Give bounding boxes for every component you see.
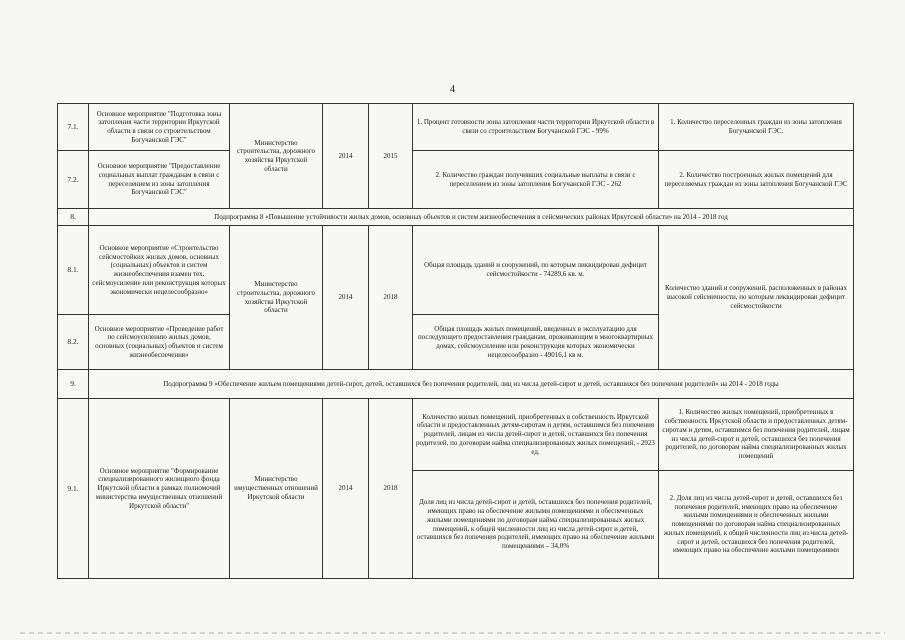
subprogram-title: Подпрограмма 8 «Повышение устойчивости жилых домов, основных объектов и систем жизнеобеспечения в сейсмических районах Иркутской области» на 2014 - 2018 год [89, 209, 854, 226]
executor-cell: Министерство имущественных отношений Иркутской области [230, 399, 323, 579]
row-number: 8.1. [58, 226, 89, 315]
row-number: 7.2. [58, 151, 89, 209]
end-year-cell: 2018 [369, 226, 413, 370]
start-year-cell: 2014 [323, 104, 369, 209]
result-cell: 2. Количество граждан получивших социальные выплаты в связи с переселением из зоны затопления Богучанской ГЭС - 262 [413, 151, 659, 209]
indicator-cell: 1. Количество жилых помещений, приобретенных в собственность Иркутской области и предоставленных детям-сиротам и детям, оставшимся без попечения родителей, лицам из числа детей-сирот и детей, оставшихся без попечения родителей, по договорам найма специализированных жилых помещений [659, 399, 854, 471]
row-number: 9. [58, 370, 89, 399]
result-cell: Доля лиц из числа детей-сирот и детей, оставшихся без попечения родителей, имеющих право на обеспечение жилыми помещениями и обеспеченных жилыми помещениями по договорам найма специализированных жилых помещений, к общей численности лиц из числа детей-сирот и детей, оставшихся без попечения родителей, имеющих право на обеспечение жилыми помещениями – 34,0% [413, 471, 659, 579]
row-number: 7.1. [58, 104, 89, 151]
activity-cell: Основное мероприятие «Строительство сейсмостойких жилых домов, основных (социальных) объектов и систем жизнеобеспечения взамен тех, сейсмоусиление или реконструкция которых экономически нецелесообразно» [89, 226, 230, 315]
row-number: 8.2. [58, 315, 89, 370]
page-number: 4 [450, 84, 455, 95]
activity-cell: Основное мероприятие "Подготовка зоны затопления части территории Иркутской области в связи со строительством Богучанской ГЭС" [89, 104, 230, 151]
result-cell: Общая площадь жилых помещений, введенных в эксплуатацию для последующего предоставления гражданам, проживающим в многоквартирных домах, сейсмоусиление или реконструкция которых экономически нецелесообразно - 49016,1 кв м. [413, 315, 659, 370]
result-cell: 1. Процент готовности зоны затопления части территории Иркутской области в связи со строительством Богучанской ГЭС - 99% [413, 104, 659, 151]
program-table [57, 103, 854, 579]
result-cell: Общая площадь зданий и сооружений, по которым ликвидирован дефицит сейсмостойкости - 74289,6 кв. м. [413, 226, 659, 315]
indicator-cell: 2. Количество построенных жилых помещений для переселяемых граждан из зоны затопления Богучанской ГЭС [659, 151, 854, 209]
activity-cell: Основное мероприятие «Проведение работ по сейсмоусилению жилых домов, основных (социальных) объектов и систем жизнеобеспечения» [89, 315, 230, 370]
start-year-cell: 2014 [323, 226, 369, 370]
end-year-cell: 2015 [369, 104, 413, 209]
start-year-cell: 2014 [323, 399, 369, 579]
table-row [58, 104, 854, 151]
subprogram-row [58, 209, 854, 226]
subprogram-row [58, 370, 854, 399]
activity-cell: Основное мероприятие "Формирование специализированного жилищного фонда Иркутской области в рамках полномочий министерства имущественных отношений Иркутской области" [89, 399, 230, 579]
end-year-cell: 2018 [369, 399, 413, 579]
table-row [58, 399, 854, 471]
executor-cell: Министерство строительства, дорожного хозяйства Иркутской области [230, 104, 323, 209]
indicator-cell: 1. Количество переселенных граждан из зоны затопления Богучанской ГЭС. [659, 104, 854, 151]
activity-cell: Основное мероприятие "Предоставление социальных выплат гражданам в связи с переселением из зоны затопления Богучанской ГЭС" [89, 151, 230, 209]
row-number: 8. [58, 209, 89, 226]
scan-artifact [20, 632, 885, 634]
table-row [58, 226, 854, 315]
subprogram-title: Подпрограмма 9 «Обеспечение жильем помещениями детей-сирот, детей, оставшихся без попечения родителей, лиц из числа детей-сирот и детей, оставшихся без попечения родителей» на 2014 - 2018 годы [89, 370, 854, 399]
indicator-cell: 2. Доля лиц из числа детей-сирот и детей, оставшихся без попечения родителей, имеющих право на обеспечение жилыми помещениями и обеспеченных жилыми помещениями по договорам найма специализированных жилых помещений, к общей численности лиц из числа детей-сирот и детей, оставшихся без попечения родителей, имеющих право на обеспечение жилыми помещениями [659, 471, 854, 579]
row-number: 9.1. [58, 399, 89, 579]
indicator-cell: Количество зданий и сооружений, расположенных в районах высокой сейсмичности, по которым ликвидирован дефицит сейсмостойкости [659, 226, 854, 370]
table-row [58, 151, 854, 209]
result-cell: Количество жилых помещений, приобретенных в собственность Иркутской области и предоставленных детям-сиротам и детям, оставшимся без попечения родителей, лицам из числа детей-сирот и детей, оставшихся без попечения родителей, по договорам найма специализированных жилых помещений, - 2923 ед. [413, 399, 659, 471]
executor-cell: Министерство строительства, дорожного хозяйства Иркутской области [230, 226, 323, 370]
